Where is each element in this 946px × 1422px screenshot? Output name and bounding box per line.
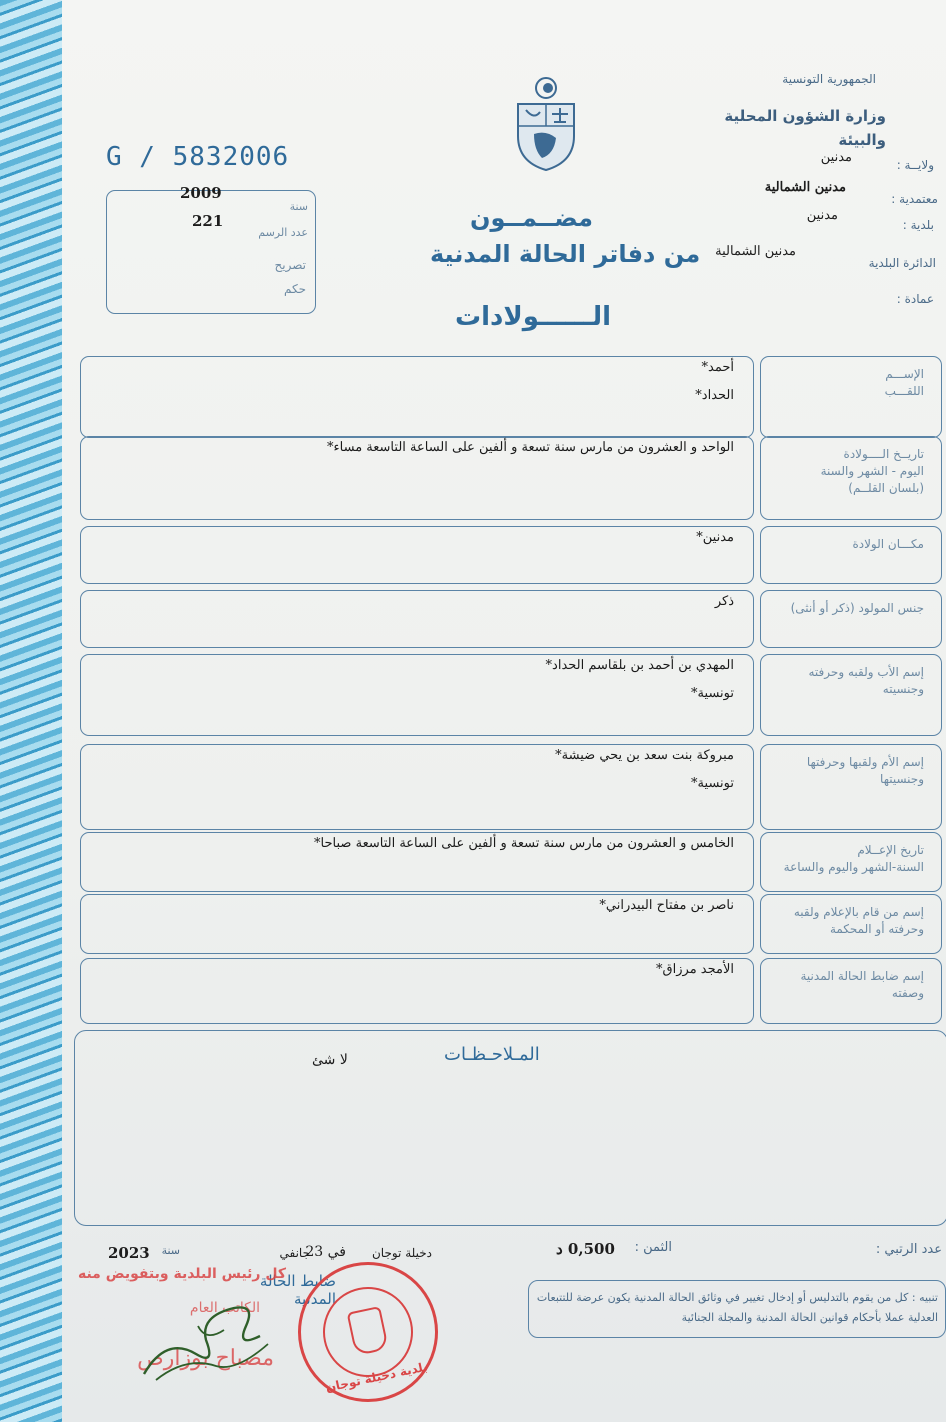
field-value-box [80, 356, 754, 438]
field-value-secondary: الحداد* [695, 388, 734, 403]
warning-text: تنبيه : كل من يقوم بالتدليس أو إدخال تغيير في وثائق الحالة المدنية يكون عرضة للتتبعات العدلية عملا بأحكام قوانين الحالة المدنية والمجلة الجنائية [536, 1291, 938, 1324]
title-line1: مضــمــون [470, 204, 593, 232]
motamadia-value: مدنين الشمالية [764, 180, 846, 195]
field-label: جنس المولود (ذكر أو أنثى) [790, 601, 924, 615]
omada-label: عمادة : [896, 292, 934, 306]
secretary-stamp-text: الكاتب العام [189, 1300, 260, 1316]
baladia-value: مدنين [806, 208, 838, 223]
field-label: إسم الأب ولقبه وحرفته وجنسيته [808, 665, 924, 696]
seal-text: بلدية دخيلة توجان [324, 1359, 429, 1395]
issue-day: في 23 [305, 1244, 346, 1260]
republic-label: الجمهورية التونسية [782, 72, 876, 86]
issue-year-label: سنة [161, 1244, 180, 1257]
wilaya-value: مدنين [820, 150, 852, 165]
field-value-primary: الواحد و العشرون من مارس سنة تسعة و ألفين على الساعة التاسعة مساء* [327, 440, 734, 455]
reg-year-value: 2009 [180, 184, 222, 202]
field-value-primary: المهدي بن أحمد بن بلقاسم الحداد* [545, 658, 734, 673]
issue-place: دخيلة توجان [371, 1246, 432, 1260]
reg-year-label: سنة [289, 200, 308, 213]
field-value-primary: الأمجد مرزاق* [656, 962, 734, 977]
price-label: الثمن : [634, 1240, 672, 1255]
field-label: تاريخ الإعــلام السنة-الشهر واليوم والساعة [783, 843, 924, 874]
field-value-secondary: تونسية* [691, 776, 734, 791]
order-number-label: عدد الرتبي : [875, 1242, 942, 1257]
remarks-value: لا شئ [312, 1052, 348, 1068]
field-value-primary: أحمد* [701, 360, 734, 375]
delegation-stamp-text: كل رئيس البلدية وبتفويض منه [77, 1266, 286, 1282]
reg-number-label: عدد الرسم [258, 226, 308, 239]
field-value-primary: الخامس و العشرون من مارس سنة تسعة و ألفين على الساعة التاسعة صباحا* [314, 836, 734, 851]
field-value-box [80, 526, 754, 584]
ministry-label: وزارة الشؤون المحلية والبيئة [724, 107, 886, 149]
field-value-primary: ذكر [714, 594, 734, 609]
issue-year-value: 2023 [108, 1244, 150, 1262]
field-label-box [760, 590, 942, 648]
daira-label: الدائرة البلدية [868, 256, 936, 270]
field-label: إسم الأم ولقبها وحرفتها وجنسيتها [806, 755, 924, 786]
baladia-label: بلدية : [902, 218, 934, 232]
secretary-name-stamp: مصباح بوزارص [137, 1346, 274, 1371]
field-label: تاريــخ الــــولادة اليوم - الشهر والسنة (بلسان القلــم) [820, 447, 924, 495]
reg-number-value: 221 [192, 212, 224, 230]
serial-number: G / 5832006 [106, 142, 290, 172]
field-label: الإســـم اللقـــب [884, 367, 924, 398]
field-label: إسم من قام بالإعلام ولقبه وحرفته أو المحكمة [793, 905, 924, 936]
coat-of-arms-icon [512, 74, 580, 172]
remarks-label: المـلاحـظـات [444, 1044, 540, 1065]
field-value-box [80, 590, 754, 648]
title-line2: من دفاتر الحالة المدنية [430, 240, 701, 268]
field-label: إسم ضابط الحالة المدنية وصفته [800, 969, 924, 1000]
issue-month: جانفي [279, 1246, 310, 1260]
field-value-primary: ناصر بن مفتاح البيدراني* [599, 898, 734, 913]
daira-value: مدنين الشمالية [715, 244, 796, 259]
price-value: 0,500 د [556, 1240, 615, 1258]
wilaya-label: ولايــة : [896, 158, 934, 172]
reg-judgment-label: حكم [283, 282, 306, 296]
officer-title: ضابط الحالة المدنية [259, 1272, 336, 1308]
field-label: مكـــان الولادة [852, 537, 924, 551]
motamadia-label: معتمدية : [891, 192, 938, 206]
reg-declaration-label: تصريح [274, 258, 306, 272]
field-value-primary: مبروكة بنت سعد بن يحي ضيشة* [555, 748, 734, 763]
field-label-box [760, 526, 942, 584]
signature-icon [136, 1296, 276, 1386]
field-value-box [80, 958, 754, 1024]
decorative-border [0, 0, 62, 1422]
field-value-secondary: تونسية* [691, 686, 734, 701]
title-line3: الــــــولادات [455, 302, 612, 332]
field-value-primary: مدنين* [696, 530, 734, 545]
